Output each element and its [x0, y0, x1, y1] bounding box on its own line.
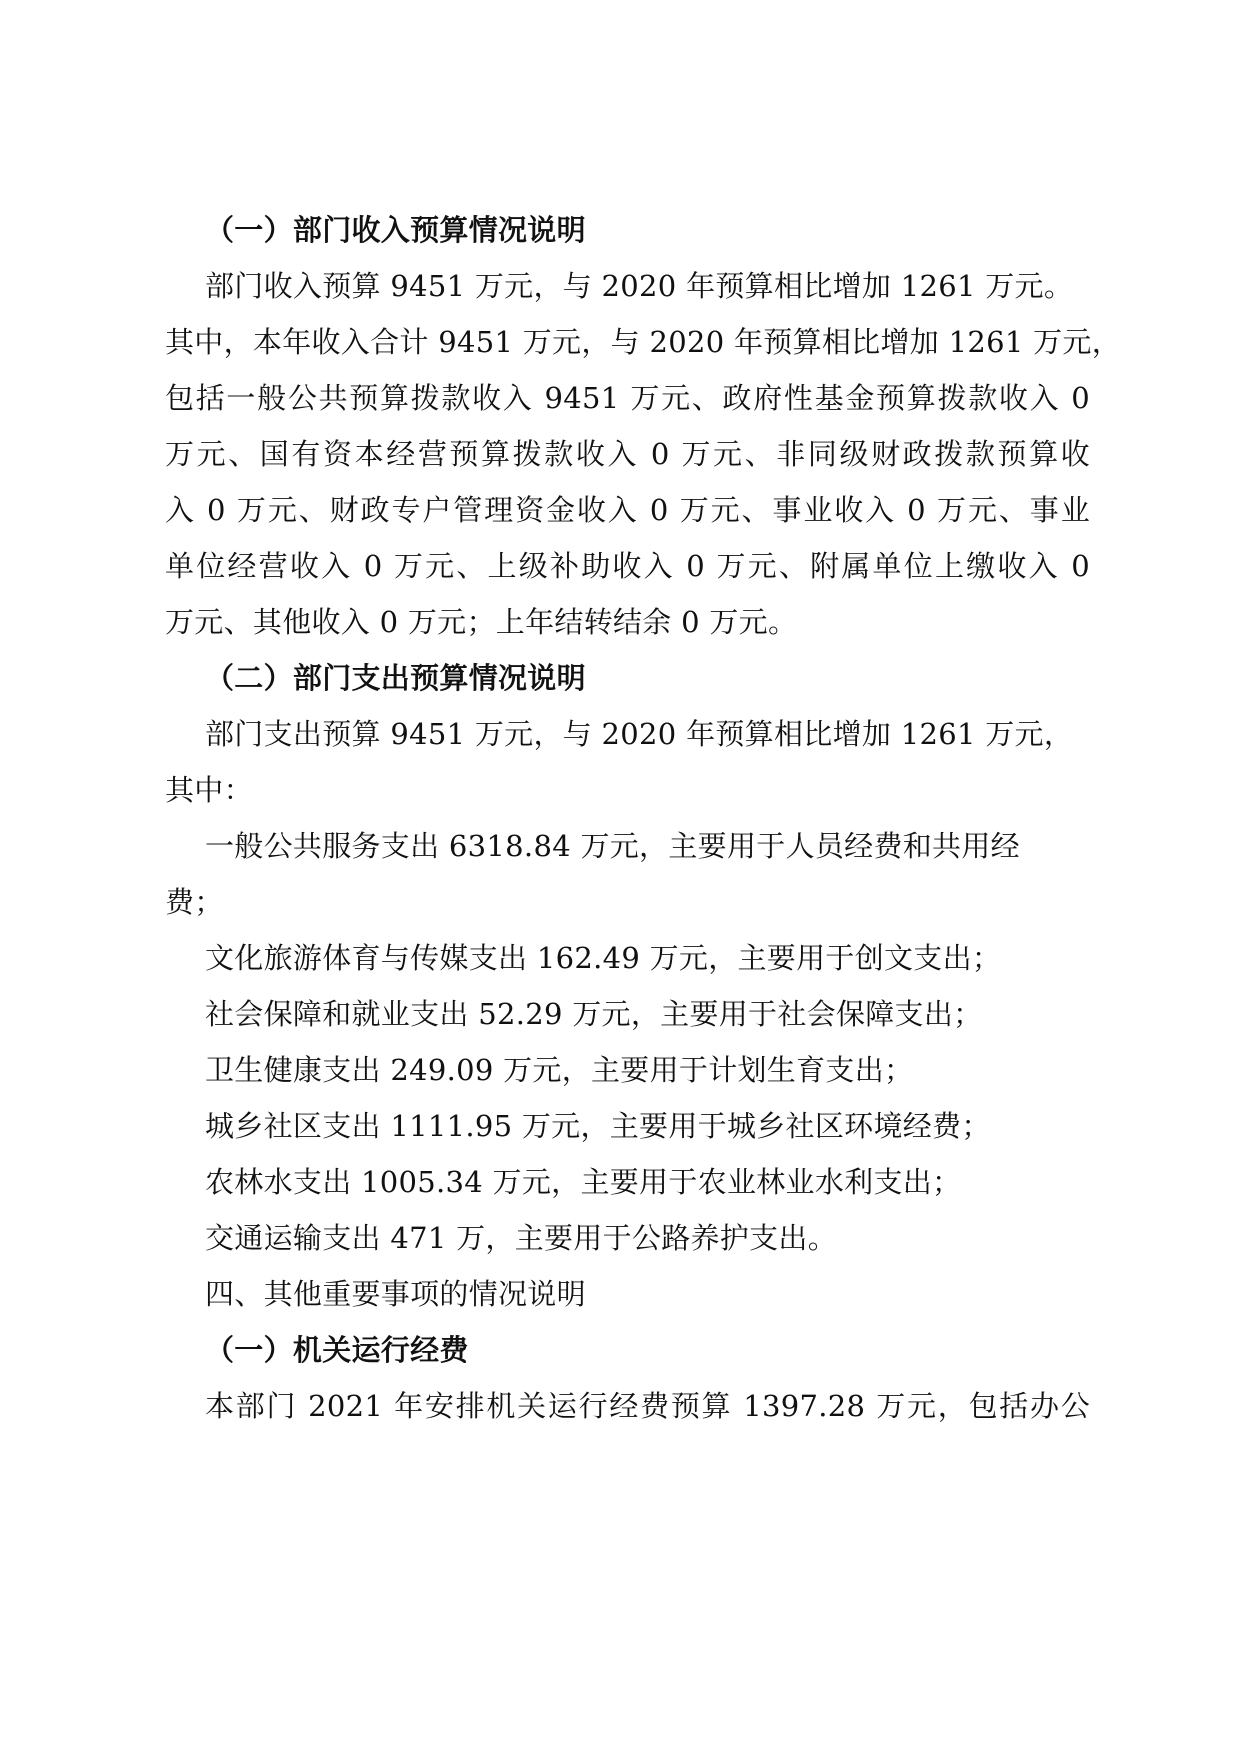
- section-title-other-matters: 四、其他重要事项的情况说明: [205, 1277, 586, 1311]
- paragraph-line: 万元、国有资本经营预算拨款收入 0 万元、非同级财政拨款预算收: [165, 437, 1090, 471]
- paragraph-line: 部门收入预算 9451 万元，与 2020 年预算相比增加 1261 万元。: [205, 269, 1074, 303]
- paragraph-line: 包括一般公共预算拨款收入 9451 万元、政府性基金预算拨款收入 0: [165, 381, 1090, 415]
- expenditure-item: 城乡社区支出 1111.95 万元，主要用于城乡社区环境经费；: [205, 1109, 991, 1143]
- expenditure-item: 农林水支出 1005.34 万元，主要用于农业林业水利支出；: [205, 1165, 962, 1199]
- section-heading-income: （一）部门收入预算情况说明: [205, 213, 586, 247]
- section-heading-expenditure: （二）部门支出预算情况说明: [205, 661, 586, 695]
- paragraph-line: 本部门 2021 年安排机关运行经费预算 1397.28 万元，包括办公: [205, 1389, 1090, 1423]
- expenditure-item: 费；: [165, 885, 224, 919]
- expenditure-item: 交通运输支出 471 万，主要用于公路养护支出。: [205, 1221, 837, 1255]
- section-heading-operating-costs: （一）机关运行经费: [205, 1333, 469, 1367]
- paragraph-line: 万元、其他收入 0 万元；上年结转结余 0 万元。: [165, 605, 798, 639]
- expenditure-item: 一般公共服务支出 6318.84 万元，主要用于人员经费和共用经: [205, 829, 1020, 863]
- paragraph-line: 入 0 万元、财政专户管理资金收入 0 万元、事业收入 0 万元、事业: [165, 493, 1090, 527]
- paragraph-line: 其中：: [165, 773, 253, 807]
- paragraph-line: 部门支出预算 9451 万元，与 2020 年预算相比增加 1261 万元，: [205, 717, 1074, 751]
- expenditure-item: 社会保障和就业支出 52.29 万元，主要用于社会保障支出；: [205, 997, 983, 1031]
- paragraph-line: 其中，本年收入合计 9451 万元，与 2020 年预算相比增加 1261 万元，: [165, 325, 1122, 359]
- expenditure-item: 文化旅游体育与传媒支出 162.49 万元，主要用于创文支出；: [205, 941, 1002, 975]
- expenditure-item: 卫生健康支出 249.09 万元，主要用于计划生育支出；: [205, 1053, 914, 1087]
- paragraph-line: 单位经营收入 0 万元、上级补助收入 0 万元、附属单位上缴收入 0: [165, 549, 1090, 583]
